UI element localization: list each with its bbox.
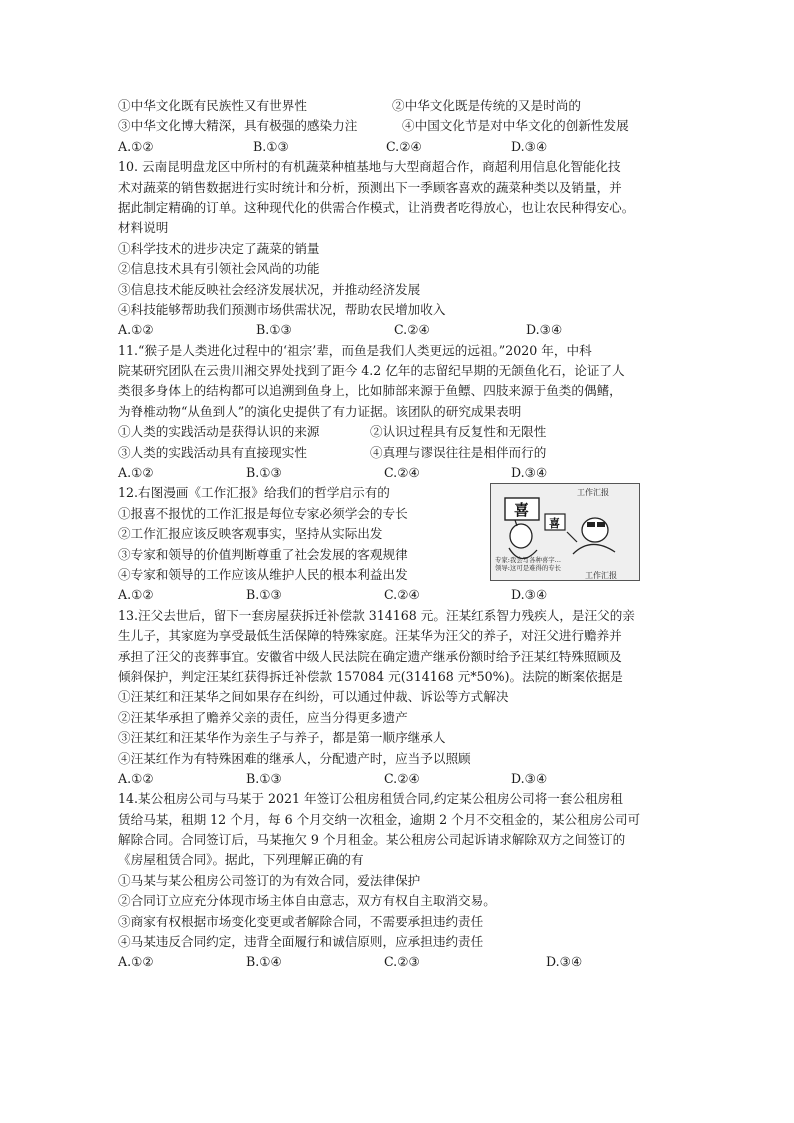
q14-option-a: A.①② bbox=[118, 954, 154, 970]
q11-options bbox=[118, 463, 678, 483]
q13-stem-line: 承担了汪父的丧葬事宜。安徽省中级人民法院在确定遗产继承份额时给予汪某红特殊照顾及 bbox=[118, 648, 622, 664]
q9-choice-4: ④中国文化节是对中华文化的创新性发展 bbox=[402, 118, 629, 134]
q11-option-d: D.③④ bbox=[511, 465, 548, 481]
cartoon-bottom-title: 工作汇报 bbox=[585, 571, 617, 581]
q9-choice-1: ①中华文化既有民族性又有世界性 bbox=[118, 98, 307, 113]
q10-options bbox=[118, 320, 678, 340]
q12-choice-3: ③专家和领导的价值判断尊重了社会发展的客观规律 bbox=[118, 546, 408, 562]
cartoon-sign-left: 喜 bbox=[514, 501, 530, 520]
q10-stem-line: 术对蔬菜的销售数据进行实时统计和分析，预测出下一季顾客喜欢的蔬菜种类以及销量，并 bbox=[118, 179, 622, 195]
q9-option-d: D.③④ bbox=[511, 138, 548, 154]
q11-stem-line: 11.“猴子是人类进化过程中的‘祖宗’辈，而鱼是我们人类更远的远祖。”2020 年，中科 bbox=[118, 342, 592, 358]
q12-options bbox=[118, 585, 678, 605]
q14-options bbox=[118, 952, 678, 972]
q9-option-b: B.①③ bbox=[253, 138, 289, 154]
cartoon-caption-1: 专家:我会写各种喜字… bbox=[495, 556, 562, 565]
q9-choice-3: ③中华文化博大精深，具有极强的感染力注 bbox=[118, 118, 358, 134]
q14-choice-3: ③商家有权根据市场变化变更或者解除合同，不需要承担违约责任 bbox=[118, 913, 484, 929]
q10-choice-4: ④科技能够帮助我们预测市场供需状况，帮助农民增加收入 bbox=[118, 301, 446, 317]
q11-stem-line: 类很多身体上的结构都可以追溯到鱼身上，比如肺部来源于鱼鳔、四肢来源于鱼类的偶鳍， bbox=[118, 383, 622, 399]
cartoon-top-title: 工作汇报 bbox=[577, 488, 609, 498]
q14-stem-line: 赁给马某，租期 12 个月，每 6 个月交纳一次租金，逾期 2 个月不交租金的，某公租房公司可 bbox=[118, 811, 641, 827]
q11-stem-line: 为脊椎动物“从鱼到人”的演化史提供了有力证据。该团队的研究成果表明 bbox=[118, 403, 522, 419]
q13-option-c: C.②④ bbox=[384, 770, 420, 786]
cartoon-caption-2: 领导:这可是难得的专长 bbox=[495, 564, 562, 573]
q11-choice-row-1 bbox=[118, 422, 678, 442]
q9-option-a: A.①② bbox=[118, 138, 154, 154]
q14-choice-2: ②合同订立应充分体现市场主体自由意志，双方有权自主取消交易。 bbox=[118, 893, 496, 909]
q12-option-d: D.③④ bbox=[511, 587, 548, 603]
q12-option-a: A.①② bbox=[118, 587, 154, 603]
q9-choice-row-1 bbox=[118, 96, 678, 116]
q11-choice-3: ③人类的实践活动具有直接现实性 bbox=[118, 444, 307, 460]
q12-choice-4: ④专家和领导的工作应该从维护人民的根本利益出发 bbox=[118, 566, 408, 582]
q11-option-a: A.①② bbox=[118, 465, 154, 481]
q10-stem-line: 10. 云南昆明盘龙区中所村的有机蔬菜种植基地与大型商超合作，商超利用信息化智能化技 bbox=[118, 159, 621, 175]
q12-choice-2: ②工作汇报应该反映客观事实，坚持从实际出发 bbox=[118, 526, 383, 542]
q14-stem-line: 14.某公租房公司与马某于 2021 年签订公租房租赁合同,约定某公租房公司将一套公租房租 bbox=[118, 791, 623, 807]
q14-stem-line: 《房屋租赁合同》。据此，下列理解正确的有 bbox=[118, 852, 364, 868]
work-report-cartoon bbox=[490, 483, 640, 581]
q10-choice-1: ①科学技术的进步决定了蔬菜的销量 bbox=[118, 240, 320, 256]
q14-option-b: B.①④ bbox=[246, 954, 282, 970]
q13-choice-3: ③汪某红和汪某华作为亲生子与养子，都是第一顺序继承人 bbox=[118, 730, 446, 746]
q11-option-c: C.②④ bbox=[384, 465, 420, 481]
q11-choice-4: ④真理与谬误往往是相伴而行的 bbox=[370, 444, 547, 460]
q13-choice-4: ④汪某红作为有特殊困难的继承人，分配遗产时，应当予以照顾 bbox=[118, 750, 471, 766]
q13-options bbox=[118, 769, 678, 789]
q13-option-d: D.③④ bbox=[511, 770, 548, 786]
q10-stem-line: 材料说明 bbox=[118, 220, 169, 236]
q10-stem-line: 据此制定精确的订单。这种现代化的供需合作模式，让消费者吃得放心，也让农民种得安心。 bbox=[118, 199, 635, 215]
cartoon-sign-right: 喜 bbox=[549, 517, 560, 531]
exam-content bbox=[118, 96, 678, 973]
q11-choice-2: ②认识过程具有反复性和无限性 bbox=[370, 424, 547, 440]
q10-choice-2: ②信息技术具有引领社会风尚的功能 bbox=[118, 261, 320, 277]
q12-choice-1: ①报喜不报忧的工作汇报是每位专家必须学会的专长 bbox=[118, 505, 408, 521]
q13-option-a: A.①② bbox=[118, 770, 154, 786]
q14-option-d: D.③④ bbox=[546, 954, 583, 970]
q13-choice-1: ①汪某红和汪某华之间如果存在纠纷，可以通过仲裁、诉讼等方式解决 bbox=[118, 689, 509, 705]
q11-choice-row-2 bbox=[118, 443, 678, 463]
cartoon-illustration bbox=[491, 484, 639, 580]
q10-option-c: C.②④ bbox=[394, 322, 430, 338]
q10-option-b: B.①③ bbox=[256, 322, 292, 338]
q9-options bbox=[118, 137, 678, 157]
q10-option-d: D.③④ bbox=[526, 322, 563, 338]
q13-stem-line: 13.汪父去世后，留下一套房屋获拆迁补偿款 314168 元。汪某红系智力残疾人，是汪父的亲 bbox=[118, 607, 635, 623]
q14-stem-line: 解除合同。合同签订后，马某拖欠 9 个月租金。某公租房公司起诉请求解除双方之间签订的 bbox=[118, 832, 626, 848]
q9-choice-row-2 bbox=[118, 116, 678, 136]
q12-option-b: B.①③ bbox=[246, 587, 282, 603]
q12-stem: 12.右图漫画《工作汇报》给我们的哲学启示有的 bbox=[118, 485, 390, 501]
q11-choice-1: ①人类的实践活动是获得认识的来源 bbox=[118, 424, 320, 440]
q13-option-b: B.①③ bbox=[246, 770, 282, 786]
q14-choice-4: ④马某违反合同约定，违背全面履行和诚信原则，应承担违约责任 bbox=[118, 934, 484, 950]
q9-choice-2: ②中华文化既是传统的又是时尚的 bbox=[392, 98, 581, 113]
q14-choice-1: ①马某与某公租房公司签订的为有效合同，爱法律保护 bbox=[118, 872, 421, 888]
q12-option-c: C.②④ bbox=[384, 587, 420, 603]
q11-option-b: B.①③ bbox=[246, 465, 282, 481]
q13-stem-line: 倾斜保护，判定汪某红获得拆迁补偿款 157084 元(314168 元*50%)。法院的断案依据是 bbox=[118, 668, 623, 684]
q12-block bbox=[118, 483, 678, 605]
q9-option-c: C.②④ bbox=[386, 138, 422, 154]
q13-stem-line: 生儿子，其家庭为享受最低生活保障的特殊家庭。汪某华为汪父的养子，对汪父进行赡养并 bbox=[118, 628, 622, 644]
q11-stem-line: 院某研究团队在云贵川湘交界处找到了距今 4.2 亿年的志留纪早期的无颌鱼化石，论证了人 bbox=[118, 363, 625, 379]
q10-option-a: A.①② bbox=[118, 322, 154, 338]
q10-choice-3: ③信息技术能反映社会经济发展状况，并推动经济发展 bbox=[118, 281, 421, 297]
q13-choice-2: ②汪某华承担了赡养父亲的责任，应当分得更多遗产 bbox=[118, 709, 408, 725]
q14-option-c: C.②③ bbox=[384, 954, 420, 970]
